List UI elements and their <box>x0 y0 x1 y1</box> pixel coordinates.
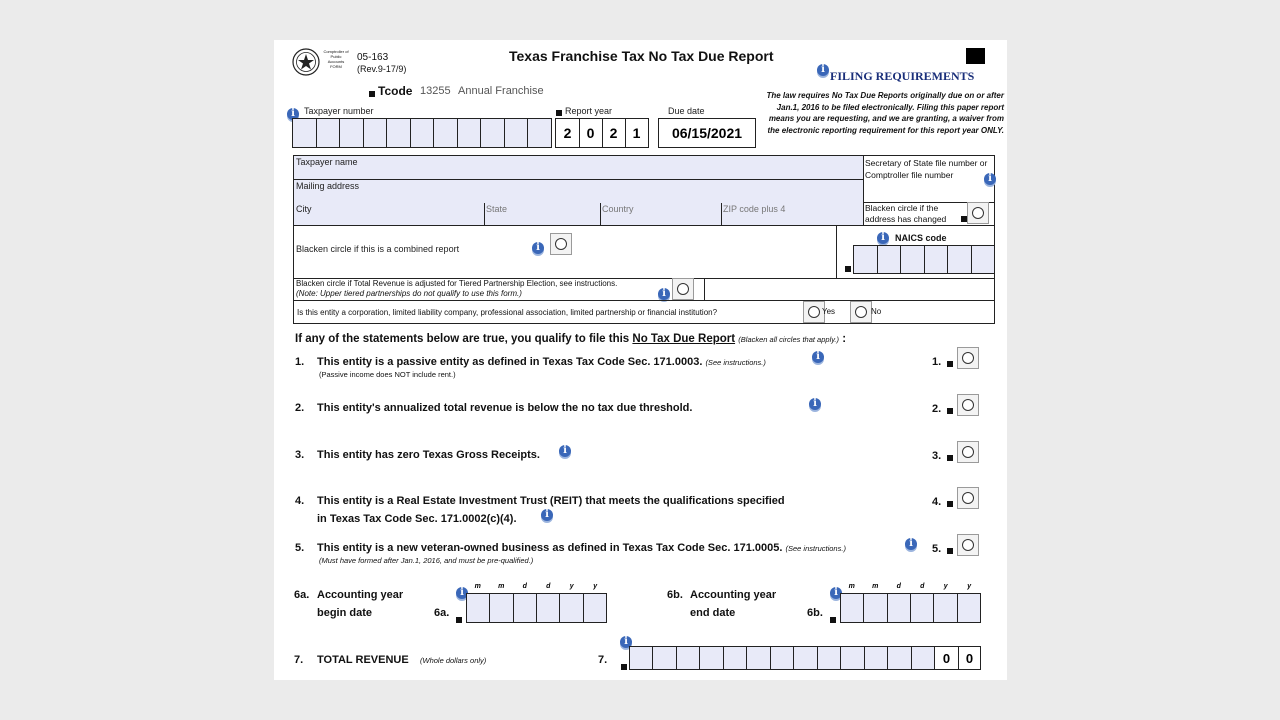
tiered-partnership-label: Blacken circle if Total Revenue is adjusted for Tiered Partnership Election, see instructions. <box>296 279 618 288</box>
total-revenue-cents <box>934 646 981 670</box>
sos-number-label: Secretary of State file number or Comptroller file number <box>865 158 988 180</box>
circle-radio-icon <box>962 352 974 364</box>
marker-square <box>947 455 953 461</box>
filing-requirements-title: FILING REQUIREMENTS <box>830 69 975 83</box>
due-date-value: 06/15/2021 <box>671 125 743 141</box>
date-letter: y <box>569 583 574 590</box>
marker-square <box>556 110 562 116</box>
total-revenue-number: 7. <box>294 654 304 666</box>
report-year-digit: 2 <box>563 125 572 141</box>
country-label: Country <box>602 204 634 214</box>
due-date-label: Due date <box>668 106 705 116</box>
seal-caption: Comptroller of Public Accounts FORM <box>323 49 349 69</box>
mailing-address-label: Mailing address <box>296 181 360 191</box>
tcode-label: Tcode <box>378 84 413 98</box>
date-letter: m <box>498 583 505 590</box>
address-changed-label: Blacken circle if the address has changed <box>865 203 947 224</box>
circle-radio-icon <box>555 238 567 250</box>
cents-digit: 0 <box>942 650 951 666</box>
accounting-begin-box-number: 6a. <box>434 607 450 619</box>
info-icon[interactable]: i <box>287 108 299 120</box>
info-icon[interactable]: i <box>809 398 821 410</box>
qualify-heading <box>295 333 846 345</box>
taxpayer-name-field[interactable] <box>294 156 863 180</box>
total-revenue-label: TOTAL REVENUE <box>317 654 409 666</box>
statement-4-checkbox[interactable] <box>957 487 979 509</box>
info-icon[interactable]: i <box>532 242 544 254</box>
statement-4-box-number: 4. <box>932 496 942 508</box>
filing-requirements-text: The law requires No Tax Due Reports originally due on or after Jan.1, 2016 to be filed electronically. Filing this paper report means you are requesting, and we are granting, a waiver from the electronic reporting requirement for this report year ONLY. <box>766 91 1004 135</box>
texas-seal-icon <box>292 48 320 76</box>
date-letter: y <box>967 583 972 590</box>
entity-yes-label: Yes <box>822 307 836 316</box>
statement-2-box-number: 2. <box>932 403 942 415</box>
entity-row-line <box>294 300 995 301</box>
accounting-begin-line1: Accounting year <box>317 589 404 601</box>
info-icon[interactable]: i <box>658 288 670 300</box>
barcode-mark <box>966 48 985 64</box>
tcode-description: Annual Franchise <box>458 85 544 97</box>
date-letter: y <box>943 583 948 590</box>
report-year-digit: 1 <box>632 125 641 141</box>
naics-label: NAICS code <box>895 233 947 243</box>
date-letter: y <box>593 583 598 590</box>
qualify-note: (Blacken all circles that apply.) <box>738 335 840 344</box>
statement-2-checkbox[interactable] <box>957 394 979 416</box>
date-letter: d <box>546 583 551 590</box>
entity-question-label: Is this entity a corporation, limited liability company, professional association, limited partnership or financial institution? <box>297 308 718 317</box>
statement-1-checkbox[interactable] <box>957 347 979 369</box>
form-title: Texas Franchise Tax No Tax Due Report <box>509 48 774 64</box>
info-icon[interactable]: i <box>812 351 824 363</box>
info-icon[interactable]: i <box>984 173 996 185</box>
date-letter: d <box>920 583 925 590</box>
tiered-partnership-checkbox[interactable] <box>672 278 694 300</box>
date-letter: m <box>872 583 879 590</box>
marker-square <box>369 91 375 97</box>
date-letter: d <box>522 583 527 590</box>
marker-square <box>947 548 953 554</box>
tcode-value: 13255 <box>420 85 451 97</box>
statement-3-number: 3. <box>295 449 305 461</box>
combined-divider <box>836 226 837 278</box>
circle-radio-icon <box>808 306 820 318</box>
marker-square <box>456 617 462 623</box>
statement-note: (See instructions.) <box>705 358 766 367</box>
tiered-partnership-note: (Note: Upper tiered partnerships do not qualify to use this form.) <box>296 289 522 298</box>
form-revision: (Rev.9-17/9) <box>357 64 407 74</box>
accounting-end-line1: Accounting year <box>690 589 777 601</box>
report-year-digit: 0 <box>586 125 595 141</box>
info-icon[interactable]: i <box>877 232 889 244</box>
statement-note: (See instructions.) <box>785 544 846 553</box>
total-revenue-note: (Whole dollars only) <box>420 656 487 665</box>
marker-square <box>947 408 953 414</box>
city-label: City <box>296 204 312 214</box>
entity-no-radio[interactable] <box>850 301 872 323</box>
taxpayer-number-input[interactable] <box>292 118 552 148</box>
statement-1-text <box>317 356 766 368</box>
qualify-link[interactable]: No Tax Due Report <box>632 333 736 345</box>
begin-date-input[interactable] <box>466 593 607 623</box>
info-icon[interactable]: i <box>830 587 842 599</box>
circle-radio-icon <box>677 283 689 295</box>
circle-radio-icon <box>962 492 974 504</box>
info-icon[interactable]: i <box>817 64 829 76</box>
total-revenue-box-number: 7. <box>598 654 608 666</box>
statement-5-number: 5. <box>295 542 305 554</box>
statement-1-sub: (Passive income does NOT include rent.) <box>319 370 456 379</box>
naics-input[interactable] <box>853 245 995 274</box>
statement-5-text <box>317 542 846 554</box>
circle-radio-icon <box>972 207 984 219</box>
info-icon[interactable]: i <box>905 538 917 550</box>
statement-3-checkbox[interactable] <box>957 441 979 463</box>
tiered-divider <box>704 278 705 300</box>
marker-square <box>947 501 953 507</box>
qualify-lead: If any of the statements below are true, you qualify to file this <box>295 333 630 345</box>
mailing-address-field[interactable] <box>294 180 863 204</box>
state-label: State <box>486 204 508 214</box>
taxpayer-name-label: Taxpayer name <box>296 157 358 167</box>
statement-3-text: This entity has zero Texas Gross Receipts. <box>317 449 540 461</box>
combined-report-label: Blacken circle if this is a combined report <box>296 244 460 254</box>
date-letter: m <box>848 583 855 590</box>
statement-5-box-number: 5. <box>932 543 942 555</box>
end-date-letters <box>840 583 981 590</box>
statement-4-text-line2: in Texas Tax Code Sec. 171.0002(c)(4). <box>317 513 517 525</box>
info-icon[interactable]: i <box>559 445 571 457</box>
entity-no-label: No <box>871 307 882 316</box>
address-changed-checkbox[interactable] <box>967 202 989 224</box>
accounting-begin-number: 6a. <box>294 589 310 601</box>
circle-radio-icon <box>962 446 974 458</box>
statement-1-number: 1. <box>295 356 305 368</box>
marker-square <box>947 361 953 367</box>
report-year-input[interactable] <box>555 118 649 148</box>
begin-date-letters <box>466 583 607 590</box>
statement-4-number: 4. <box>295 495 305 507</box>
date-letter: d <box>896 583 901 590</box>
accounting-end-number: 6b. <box>667 589 683 601</box>
total-revenue-input[interactable] <box>629 646 935 670</box>
marker-square <box>830 617 836 623</box>
statement-3-box-number: 3. <box>932 450 942 462</box>
combined-report-checkbox[interactable] <box>550 233 572 255</box>
statement-2-number: 2. <box>295 402 305 414</box>
taxpayer-number-label: Taxpayer number <box>304 106 374 116</box>
statement-1-box-number: 1. <box>932 356 942 368</box>
report-year-label: Report year <box>565 106 613 116</box>
end-date-input[interactable] <box>840 593 981 623</box>
statement-text: This entity is a new veteran-owned business as defined in Texas Tax Code Sec. 171.0005. <box>317 542 783 554</box>
marker-square <box>845 266 851 272</box>
info-icon[interactable]: i <box>456 587 468 599</box>
statement-4-text: This entity is a Real Estate Investment Trust (REIT) that meets the qualifications specified <box>317 495 785 507</box>
qualify-colon: : <box>842 333 847 345</box>
statement-5-sub: (Must have formed after Jan.1, 2016, and must be pre-qualified.) <box>319 556 534 565</box>
form-number: 05-163 <box>357 52 389 63</box>
statement-text: This entity is a passive entity as defined in Texas Tax Code Sec. 171.0003. <box>317 356 703 368</box>
cents-digit: 0 <box>965 650 974 666</box>
city-field[interactable] <box>294 203 485 226</box>
accounting-end-box-number: 6b. <box>807 607 823 619</box>
accounting-begin-line2: begin date <box>317 607 373 619</box>
circle-radio-icon <box>855 306 867 318</box>
no-tax-due-form <box>274 40 1007 680</box>
due-date-input[interactable] <box>658 118 756 148</box>
zip-label: ZIP code plus 4 <box>723 204 786 214</box>
info-icon[interactable]: i <box>541 509 553 521</box>
statement-2-text: This entity's annualized total revenue is below the no tax due threshold. <box>317 402 693 414</box>
statement-5-checkbox[interactable] <box>957 534 979 556</box>
circle-radio-icon <box>962 539 974 551</box>
accounting-end-line2: end date <box>690 607 736 619</box>
report-year-digit: 2 <box>609 125 618 141</box>
date-letter: m <box>474 583 481 590</box>
marker-square <box>621 664 627 670</box>
info-icon[interactable]: i <box>620 636 632 648</box>
circle-radio-icon <box>962 399 974 411</box>
